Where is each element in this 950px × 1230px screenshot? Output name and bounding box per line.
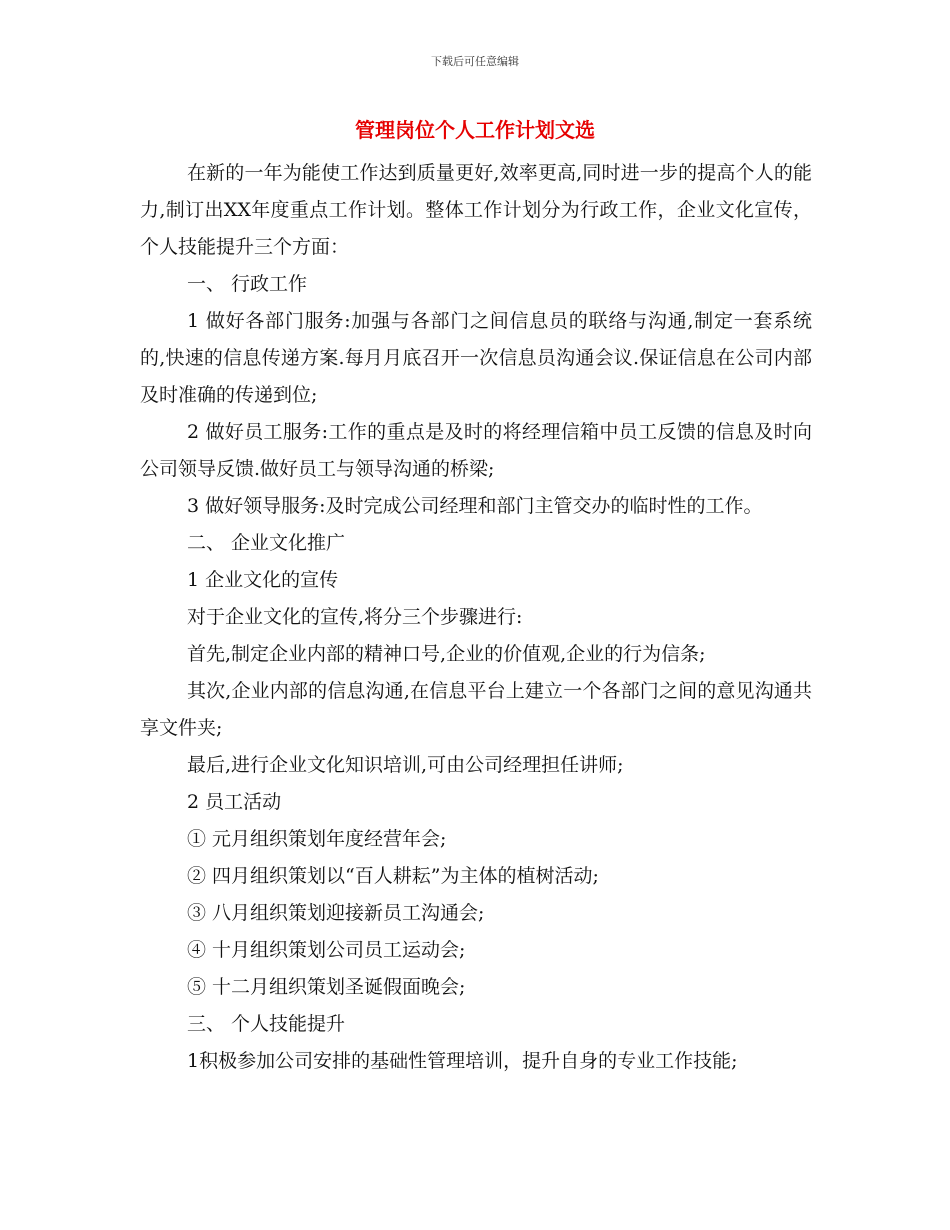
paragraph-item: 其次,企业内部的信息沟通,在信息平台上建立一个各部门之间的意见沟通共享文件夹; [140, 680, 812, 739]
paragraph-item: 2 做好员工服务:工作的重点是及时的将经理信箱中员工反馈的信息及时向公司领导反馈.做好员工与领导沟通的桥梁; [140, 421, 812, 480]
paragraph-item: 对于企业文化的宣传,将分三个步骤进行: [187, 606, 523, 628]
paragraph-item: 首先,制定企业内部的精神口号,企业的价值观,企业的行为信条; [187, 643, 706, 665]
list-item: ⑤ 十二月组织策划圣诞假面晚会; [187, 976, 466, 998]
list-item: ② 四月组织策划以“百人耕耘”为主体的植树活动; [187, 865, 599, 887]
list-item: ① 元月组织策划年度经营年会; [187, 828, 447, 850]
page-header: 下载后可任意编辑 [431, 55, 519, 68]
list-item: ③ 八月组织策划迎接新员工沟通会; [187, 902, 485, 924]
list-item: ④ 十月组织策划公司员工运动会; [187, 939, 466, 961]
paragraph-intro: 在新的一年为能使工作达到质量更好,效率更高,同时进一步的提高个人的能力,制订出XX年度重点工作计划。整体工作计划分为行政工作，企业文化宣传，个人技能提升三个方面： [140, 162, 812, 258]
paragraph-item: 最后,进行企业文化知识培训,可由公司经理担任讲师; [187, 754, 624, 776]
document-title: 管理岗位个人工作计划文选 [355, 118, 595, 142]
paragraph-item: 1积极参加公司安排的基础性管理培训，提升自身的专业工作技能; [187, 1050, 738, 1072]
section-heading-2: 二、 企业文化推广 [187, 532, 346, 554]
section-heading-1: 一、 行政工作 [187, 273, 308, 295]
section-heading-3: 三、 个人技能提升 [187, 1013, 346, 1035]
paragraph-item: 3 做好领导服务:及时完成公司经理和部门主管交办的临时性的工作。 [187, 495, 763, 517]
subheading: 1 企业文化的宣传 [187, 569, 339, 591]
paragraph-item: 1 做好各部门服务:加强与各部门之间信息员的联络与沟通,制定一套系统的,快速的信息传递方案.每月月底召开一次信息员沟通会议.保证信息在公司内部及时准确的传递到位; [140, 310, 812, 406]
document-body [140, 155, 812, 1080]
subheading: 2 员工活动 [187, 791, 282, 813]
